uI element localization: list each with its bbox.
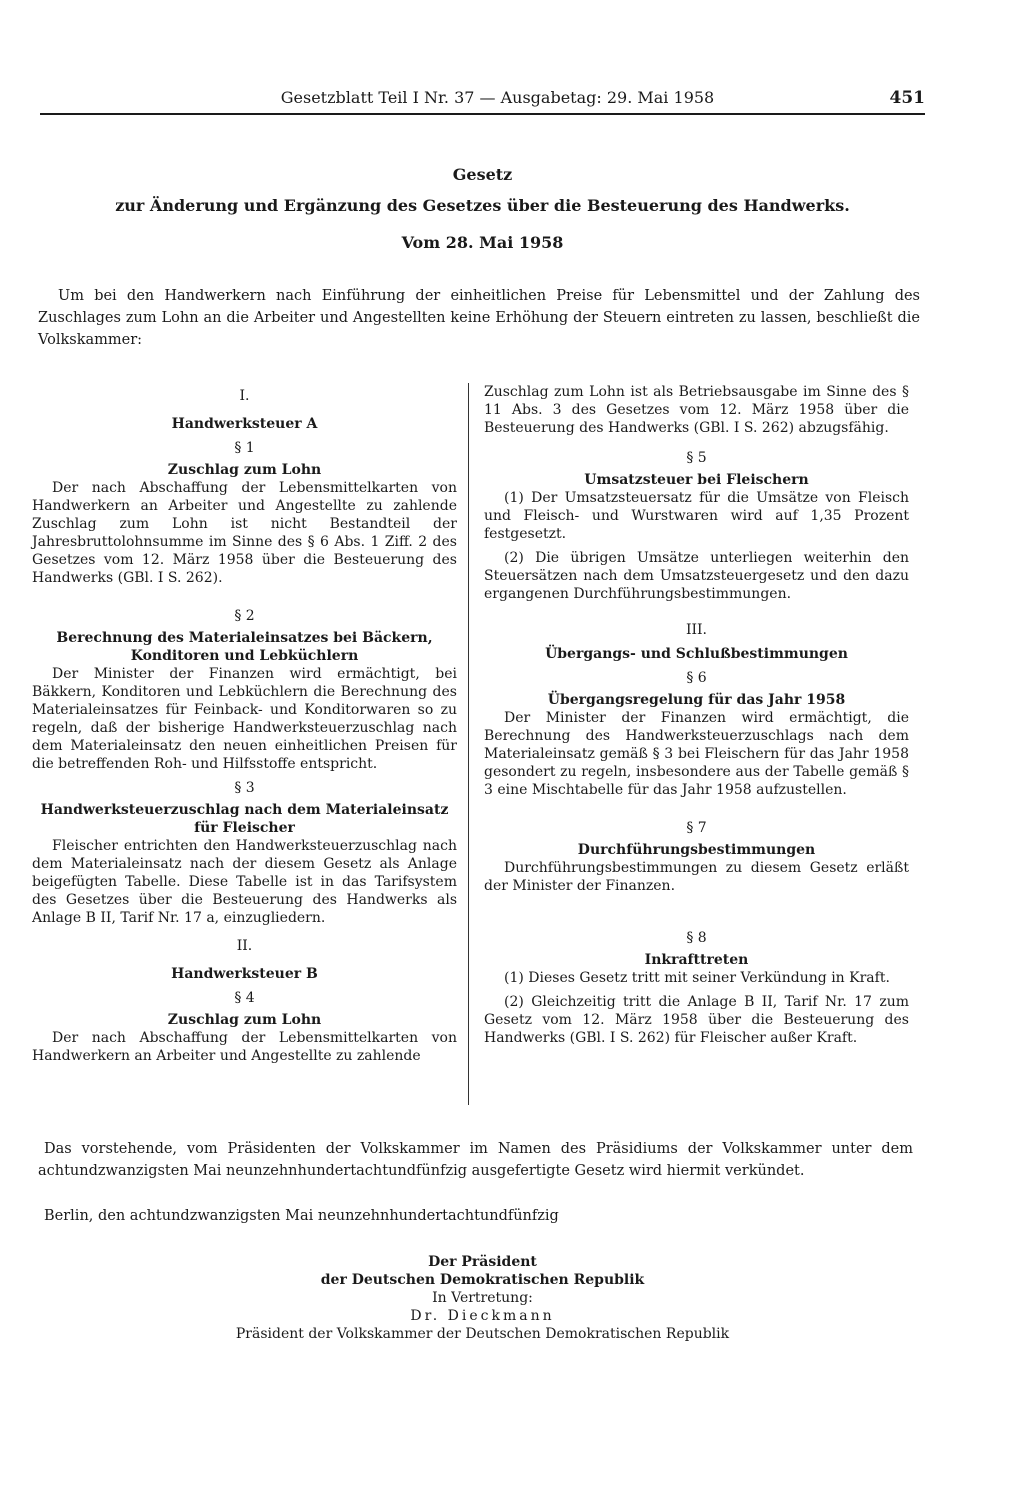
preamble: Um bei den Handwerkern nach Einführung der einheitlichen Preise für Lebensmittel und der Zahlung des Zuschlages zum Lohn an die Arbeiter und Angestellten keine Erhöhung der Steuern eintreten zu lassen, beschließt die Volkskammer:	[38, 288, 920, 348]
left-column	[32, 383, 457, 1065]
signatory-office: der Deutschen Demokratischen Republik	[320, 1272, 645, 1288]
section-number: § 4	[234, 990, 255, 1006]
page-number: 451	[889, 88, 925, 108]
section-title: Übergangsregelung für das Jahr 1958	[547, 692, 846, 708]
signature-block	[40, 1253, 925, 1343]
section-number: § 5	[686, 450, 707, 466]
law-subtitle: zur Änderung und Ergänzung des Gesetzes über die Besteuerung des Handwerks.	[115, 196, 850, 215]
section-number: § 1	[234, 440, 255, 456]
section-title: für Fleischer	[194, 820, 295, 836]
section-text: Der Minister der Finanzen wird ermächtigt, die Berechnung des Handwerksteuerzuschlags nach dem Materialeinsatz gemäß § 3 bei Fleischern für das Jahr 1958 gesondert zu regeln, insbesondere aus der Tabelle gemäß § 3 eine Mischtabelle für das Jahr 1958 aufzustellen.	[484, 710, 909, 798]
section-number: § 8	[686, 930, 707, 946]
signatory-name: Dr. Dieckmann	[410, 1308, 555, 1324]
running-title: Gesetzblatt Teil I Nr. 37 — Ausgabetag: 29. Mai 1958	[280, 88, 715, 107]
section-title: Berechnung des Materialeinsatzes bei Bäckern,	[56, 630, 433, 646]
chapter-title: Handwerksteuer A	[171, 416, 318, 432]
section-text: Durchführungsbestimmungen zu diesem Gesetz erläßt der Minister der Finanzen.	[484, 860, 909, 894]
section-title: Zuschlag zum Lohn	[167, 1012, 322, 1028]
section-title: Handwerksteuerzuschlag nach dem Materialeinsatz	[40, 802, 449, 818]
section-number: § 2	[234, 608, 255, 624]
chapter-heading: I.	[239, 388, 250, 404]
section-title: Inkrafttreten	[644, 952, 749, 968]
signatory-title: Der Präsident	[428, 1254, 537, 1270]
page-header	[40, 88, 925, 115]
signatory-role: Präsident der Volkskammer der Deutschen Demokratischen Republik	[235, 1326, 730, 1342]
law-title: Gesetz	[452, 165, 513, 184]
section-text: (2) Die übrigen Umsätze unterliegen weiterhin den Steuersätzen nach dem Umsatzsteuergesetz und den dazu ergangenen Durchführungsbestimmungen.	[484, 550, 909, 602]
section-title: Konditoren und Lebküchlern	[130, 648, 359, 664]
section-text: (2) Gleichzeitig tritt die Anlage B II, Tarif Nr. 17 zum Gesetz vom 12. März 1958 über die Besteuerung des Handwerks (GBl. I S. 262) für Fleischer außer Kraft.	[484, 994, 909, 1046]
section-text: Fleischer entrichten den Handwerksteuerzuschlag nach dem Materialeinsatz nach der diesem Gesetz als Anlage beigefügten Tabelle. Diese Tabelle ist in das Tarifsystem des Gesetzes über die Besteuerung des Handwerks als Anlage B II, Tarif Nr. 17 a, einzugliedern.	[32, 838, 457, 926]
column-divider	[468, 383, 469, 1105]
section-text: (1) Der Umsatzsteuersatz für die Umsätze von Fleisch und Fleisch- und Wurstwaren wird auf 1,35 Prozent festgesetzt.	[484, 490, 909, 542]
law-date: Vom 28. Mai 1958	[401, 233, 564, 252]
section-text: Der Minister der Finanzen wird ermächtigt, bei Bäkkern, Konditoren und Lebküchlern die Berechnung des Materialeinsatzes für Feinback- und Konditorwaren so zu regeln, daß der bisherige Handwerksteuerzuschlag nach dem Materialeinsatz den neuen einheitlichen Preisen für die betreffenden Roh- und Hilfsstoffe entspricht.	[32, 666, 457, 772]
section-title: Umsatzsteuer bei Fleischern	[584, 472, 809, 488]
section-text: Der nach Abschaffung der Lebensmittelkarten von Handwerkern an Arbeiter und Angestellte zu zahlende	[32, 1030, 457, 1064]
section-number: § 3	[234, 780, 255, 796]
section-number: § 6	[686, 670, 707, 686]
section-title: Zuschlag zum Lohn	[167, 462, 322, 478]
chapter-title: Handwerksteuer B	[171, 966, 318, 982]
section-text: Der nach Abschaffung der Lebensmittelkarten von Handwerkern an Arbeiter und Angestellte zu zahlende Zuschlag zum Lohn ist nicht Bestandteil der Jahresbruttolohnsumme im Sinne des § 6 Abs. 1 Ziff. 2 des Gesetzes vom 12. März 1958 über die Besteuerung des Handwerks (GBl. I S. 262).	[32, 480, 457, 586]
chapter-heading: III.	[685, 622, 708, 638]
chapter-heading: II.	[236, 938, 253, 954]
promulgation-text: Das vorstehende, vom Präsidenten der Volkskammer im Namen des Präsidiums der Volkskammer unter dem achtundzwanzigsten Mai neunzehnhundertachtundfünfzig ausgefertigte Gesetz wird hiermit verkündet.	[38, 1141, 913, 1179]
section-text: (1) Dieses Gesetz tritt mit seiner Verkündung in Kraft.	[504, 970, 890, 986]
right-column	[484, 383, 909, 1047]
section-number: § 7	[686, 820, 707, 836]
signatory-note: In Vertretung:	[432, 1290, 533, 1306]
section-text: Zuschlag zum Lohn ist als Betriebsausgabe im Sinne des § 11 Abs. 3 des Gesetzes vom 12. März 1958 über die Besteuerung des Handwerks (GBl. I S. 262) abzugsfähig.	[484, 384, 909, 436]
place-and-date: Berlin, den achtundzwanzigsten Mai neunzehnhundertachtundfünfzig	[44, 1208, 559, 1224]
section-title: Durchführungsbestimmungen	[577, 842, 816, 858]
chapter-title: Übergangs- und Schlußbestimmungen	[545, 646, 848, 662]
